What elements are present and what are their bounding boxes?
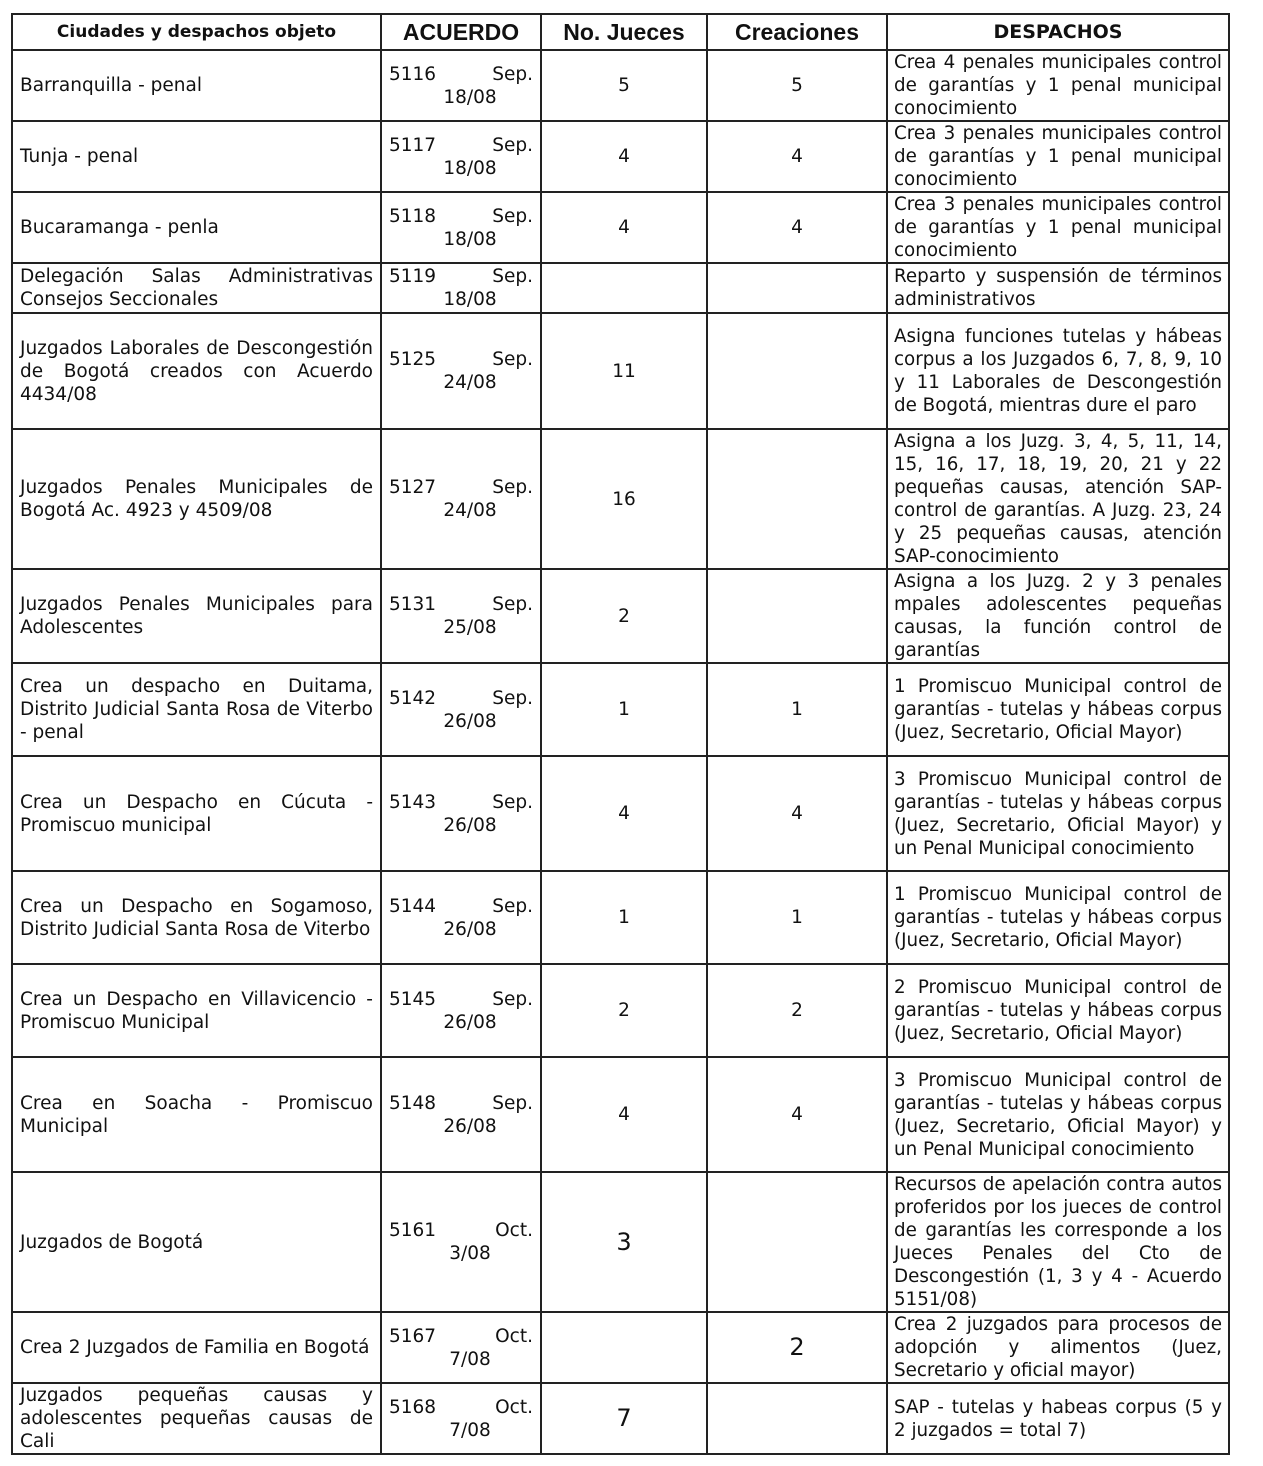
header-despachos: DESPACHOS [887, 14, 1229, 50]
creaciones-cell [707, 313, 887, 429]
jueces-cell: 1 [541, 663, 707, 756]
acuerdo-num: 5117 [389, 134, 437, 156]
acuerdo-mes: Sep. [492, 895, 533, 917]
ciudad-cell: Juzgados de Bogotá [12, 1172, 381, 1312]
table-row-10 [12, 871, 1229, 964]
jueces-cell: 4 [541, 1057, 707, 1172]
acuerdo-cell [381, 121, 541, 192]
acuerdo-cell [381, 663, 541, 756]
acuerdo-fecha: 26/08 [443, 814, 497, 836]
despachos-cell: Crea 4 penales municipales control de garantías y 1 penal municipal conocimiento [887, 50, 1229, 121]
jueces-cell [541, 263, 707, 313]
acuerdo-num: 5167 [389, 1325, 437, 1347]
ciudad-cell: Juzgados Penales Municipales de Bogotá Ac. 4923 y 4509/08 [12, 429, 381, 569]
acuerdo-num: 5142 [389, 687, 437, 709]
jueces-cell: 4 [541, 756, 707, 871]
acuerdo-fecha: 18/08 [443, 228, 497, 250]
acuerdo-cell [381, 1057, 541, 1172]
ciudad-cell: Crea en Soacha - Promiscuo Municipal [12, 1057, 381, 1172]
acuerdo-mes: Sep. [492, 205, 533, 227]
jueces-cell [541, 1312, 707, 1383]
ciudad-cell: Juzgados Laborales de Descongestión de Bogotá creados con Acuerdo 4434/08 [12, 313, 381, 429]
creaciones-cell: 4 [707, 756, 887, 871]
acuerdo-cell [381, 871, 541, 964]
table-row-1 [12, 50, 1229, 121]
despachos-cell: Crea 3 penales municipales control de garantías y 1 penal municipal conocimiento [887, 121, 1229, 192]
creaciones-cell [707, 429, 887, 569]
creaciones-cell: 1 [707, 663, 887, 756]
table-row-7 [12, 569, 1229, 663]
creaciones-cell: 2 [707, 964, 887, 1057]
acuerdo-mes: Oct. [495, 1220, 533, 1241]
acuerdo-cell [381, 50, 541, 121]
ciudad-cell: Crea un Despacho en Villavicencio - Promiscuo Municipal [12, 964, 381, 1057]
ciudad-cell: Delegación Salas Administrativas Consejos Seccionales [12, 263, 381, 313]
acuerdo-fecha: 18/08 [443, 289, 497, 310]
jueces-cell: 4 [541, 192, 707, 263]
acuerdo-cell [381, 429, 541, 569]
despachos-cell: 3 Promiscuo Municipal control de garantías - tutelas y hábeas corpus (Juez, Secretario, Oficial Mayor) y un Penal Municipal conocimiento [887, 756, 1229, 871]
table-row-6 [12, 429, 1229, 569]
acuerdo-mes: Sep. [492, 1092, 533, 1114]
acuerdo-num: 5118 [389, 205, 437, 227]
acuerdo-fecha: 26/08 [443, 1011, 497, 1033]
acuerdo-num: 5125 [389, 349, 437, 370]
acuerdo-mes: Oct. [495, 1396, 533, 1418]
acuerdo-num: 5143 [389, 791, 437, 813]
acuerdo-mes: Oct. [495, 1325, 533, 1347]
jueces-cell: 5 [541, 50, 707, 121]
ciudad-cell: Bucaramanga - penla [12, 192, 381, 263]
acuerdo-cell [381, 313, 541, 429]
despachos-cell: Recursos de apelación contra autos proferidos por los jueces de control de garantías les corresponde a los Jueces Penales del Cto de Descongestión (1, 3 y 4 - Acuerdo 5151/08) [887, 1172, 1229, 1312]
despachos-cell: 1 Promiscuo Municipal control de garantías - tutelas y hábeas corpus (Juez, Secretario, Oficial Mayor) [887, 663, 1229, 756]
ciudad-cell: Tunja - penal [12, 121, 381, 192]
table-row-9 [12, 756, 1229, 871]
despachos-cell: Asigna a los Juzg. 3, 4, 5, 11, 14, 15, 16, 17, 18, 19, 20, 21 y 22 pequeñas causas, atención SAP-control de garantías. A Juzg. 23, 24 y 25 pequeñas causas, atención SAP-conocimiento [887, 429, 1229, 569]
creaciones-cell: 4 [707, 121, 887, 192]
table-row-5 [12, 313, 1229, 429]
header-row [12, 14, 1229, 50]
acuerdo-fecha: 24/08 [443, 500, 497, 521]
acuerdo-num: 5168 [389, 1396, 437, 1418]
acuerdo-cell [381, 964, 541, 1057]
acuerdo-cell [381, 1312, 541, 1383]
despachos-cell: Reparto y suspensión de términos administrativos [887, 263, 1229, 313]
despachos-cell: Asigna funciones tutelas y hábeas corpus a los Juzgados 6, 7, 8, 9, 10 y 11 Laborales de Descongestión de Bogotá, mientras dure el paro [887, 313, 1229, 429]
acuerdo-mes: Sep. [492, 594, 533, 615]
table-row-15 [12, 1383, 1229, 1454]
ciudad-cell: Barranquilla - penal [12, 50, 381, 121]
ciudad-cell: Juzgados pequeñas causas y adolescentes pequeñas causas de Cali [12, 1383, 381, 1454]
despachos-cell: 3 Promiscuo Municipal control de garantías - tutelas y hábeas corpus (Juez, Secretario, Oficial Mayor) y un Penal Municipal conocimiento [887, 1057, 1229, 1172]
ciudad-cell: Crea un despacho en Duitama, Distrito Judicial Santa Rosa de Viterbo - penal [12, 663, 381, 756]
acuerdo-cell [381, 1383, 541, 1454]
acuerdo-fecha: 7/08 [449, 1419, 491, 1441]
jueces-cell: 7 [541, 1383, 707, 1454]
acuerdo-num: 5144 [389, 895, 437, 917]
acuerdo-num: 5161 [389, 1220, 437, 1241]
creaciones-cell: 4 [707, 1057, 887, 1172]
despachos-cell: 1 Promiscuo Municipal control de garantías - tutelas y hábeas corpus (Juez, Secretario, Oficial Mayor) [887, 871, 1229, 964]
table-row-2 [12, 121, 1229, 192]
acuerdo-num: 5145 [389, 988, 437, 1010]
header-jueces: No. Jueces [541, 14, 707, 50]
acuerdo-num: 5127 [389, 477, 437, 498]
acuerdo-cell [381, 569, 541, 663]
acuerdos-table [11, 13, 1230, 1455]
acuerdo-fecha: 25/08 [443, 617, 497, 638]
creaciones-cell [707, 1383, 887, 1454]
acuerdo-mes: Sep. [492, 988, 533, 1010]
jueces-cell: 2 [541, 569, 707, 663]
table-row-8 [12, 663, 1229, 756]
acuerdo-cell [381, 192, 541, 263]
acuerdo-num: 5119 [389, 266, 437, 287]
creaciones-cell [707, 263, 887, 313]
acuerdo-num: 5131 [389, 594, 437, 615]
acuerdo-num: 5148 [389, 1092, 437, 1114]
creaciones-cell [707, 1172, 887, 1312]
acuerdo-mes: Sep. [492, 63, 533, 85]
acuerdo-fecha: 18/08 [443, 86, 497, 108]
header-acuerdo: ACUERDO [381, 14, 541, 50]
acuerdo-cell [381, 263, 541, 313]
table-row-13 [12, 1172, 1229, 1312]
acuerdo-fecha: 7/08 [449, 1348, 491, 1370]
acuerdo-mes: Sep. [492, 266, 533, 287]
despachos-cell: Crea 3 penales municipales control de garantías y 1 penal municipal conocimiento [887, 192, 1229, 263]
acuerdo-mes: Sep. [492, 477, 533, 498]
jueces-cell: 16 [541, 429, 707, 569]
creaciones-cell: 2 [707, 1312, 887, 1383]
acuerdo-cell [381, 756, 541, 871]
ciudad-cell: Crea un Despacho en Cúcuta - Promiscuo municipal [12, 756, 381, 871]
table-row-14 [12, 1312, 1229, 1383]
ciudad-cell: Crea 2 Juzgados de Familia en Bogotá [12, 1312, 381, 1383]
acuerdo-fecha: 18/08 [443, 157, 497, 179]
creaciones-cell: 4 [707, 192, 887, 263]
acuerdo-fecha: 26/08 [443, 1115, 497, 1137]
acuerdo-num: 5116 [389, 63, 437, 85]
despachos-cell: SAP - tutelas y habeas corpus (5 y 2 juzgados = total 7) [887, 1383, 1229, 1454]
acuerdo-fecha: 26/08 [443, 710, 497, 732]
despachos-cell: Asigna a los Juzg. 2 y 3 penales mpales adolescentes pequeñas causas, la función control de garantías [887, 569, 1229, 663]
jueces-cell: 3 [541, 1172, 707, 1312]
acuerdo-fecha: 3/08 [449, 1243, 491, 1264]
acuerdo-fecha: 24/08 [443, 372, 497, 393]
creaciones-cell: 5 [707, 50, 887, 121]
despachos-cell: Crea 2 juzgados para procesos de adopción y alimentos (Juez, Secretario y oficial mayor) [887, 1312, 1229, 1383]
creaciones-cell: 1 [707, 871, 887, 964]
acuerdo-fecha: 26/08 [443, 918, 497, 940]
table-row-12 [12, 1057, 1229, 1172]
despachos-cell: 2 Promiscuo Municipal control de garantías - tutelas y hábeas corpus (Juez, Secretario, Oficial Mayor) [887, 964, 1229, 1057]
jueces-cell: 1 [541, 871, 707, 964]
ciudad-cell: Juzgados Penales Municipales para Adolescentes [12, 569, 381, 663]
header-creaciones: Creaciones [707, 14, 887, 50]
ciudad-cell: Crea un Despacho en Sogamoso, Distrito Judicial Santa Rosa de Viterbo [12, 871, 381, 964]
table-row-11 [12, 964, 1229, 1057]
acuerdo-cell [381, 1172, 541, 1312]
header-ciudades: Ciudades y despachos objeto [12, 14, 381, 50]
acuerdo-mes: Sep. [492, 134, 533, 156]
table-row-3 [12, 192, 1229, 263]
acuerdo-mes: Sep. [492, 687, 533, 709]
jueces-cell: 11 [541, 313, 707, 429]
table-row-4 [12, 263, 1229, 313]
acuerdo-mes: Sep. [492, 791, 533, 813]
jueces-cell: 4 [541, 121, 707, 192]
creaciones-cell [707, 569, 887, 663]
jueces-cell: 2 [541, 964, 707, 1057]
acuerdo-mes: Sep. [492, 349, 533, 370]
